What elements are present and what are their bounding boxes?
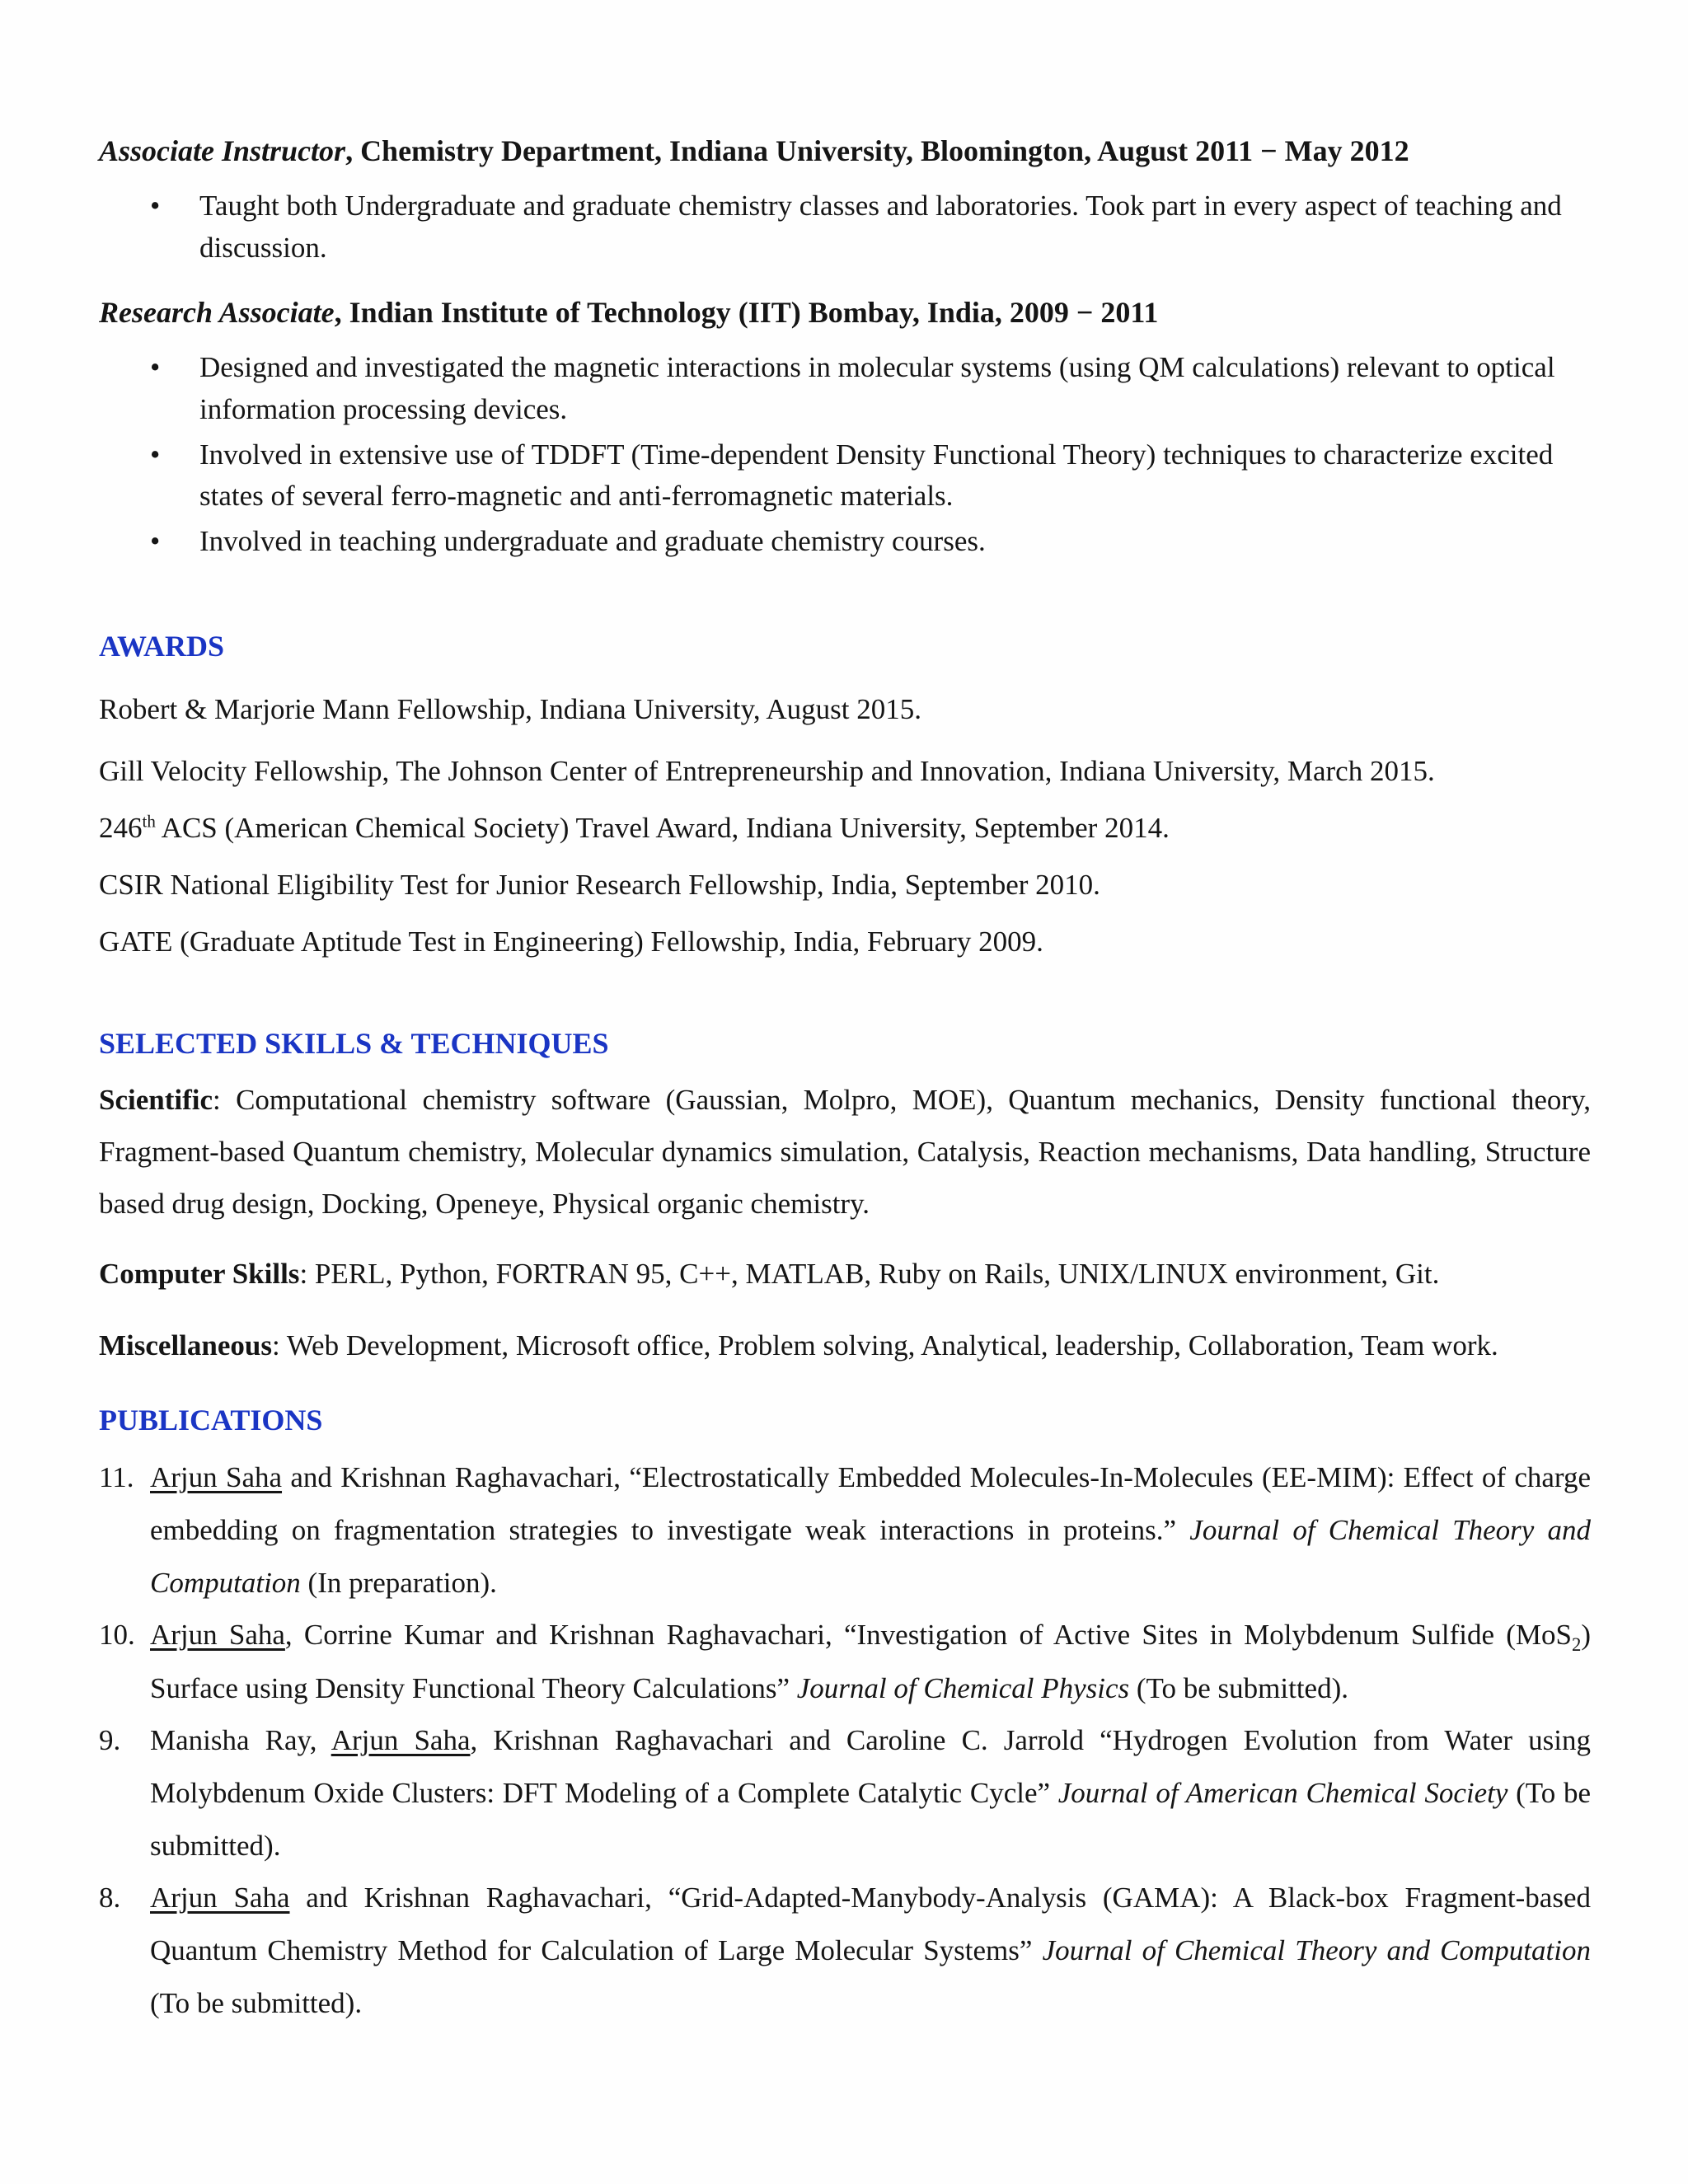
skill-text: : Web Development, Microsoft office, Problem solving, Analytical, leadership, Collaboration, Team work. — [271, 1329, 1498, 1362]
publication-number: 8. — [99, 1882, 121, 1915]
job-bullets — [99, 347, 1591, 563]
publication-author: Arjun Saha — [150, 1882, 290, 1915]
publication-journal: Journal of Chemical Physics — [796, 1671, 1130, 1704]
publication-text: and Krishnan Raghavachari, “Grid-Adapted-Manybody-Analysis (GAMA): A Black-box Fragment-based Quantum Chemistry Method for Calculation of Large Molecular Systems” — [150, 1882, 1591, 1967]
skill-text: : Computational chemistry software (Gaussian, Molpro, MOE), Quantum mechanics, Density functional theory, Fragment-based Quantum chemistry, Molecular dynamics simulation, Catalysis, Reaction mechanisms, Data handling, Structure based drug design, Docking, Openeye, Physical organic chemistry. — [99, 1084, 1591, 1221]
publication-journal: Journal of American Chemical Society — [1057, 1777, 1508, 1810]
award-item — [99, 808, 1591, 848]
job-role: Associate Instructor — [99, 134, 346, 167]
publication-text: Manisha Ray, — [150, 1724, 331, 1757]
publication-text: , Krishnan Raghavachari and Caroline C. Jarrold “Hydrogen Evolution from Water using Molybdenum Oxide Clusters: DFT Modeling of a Complete Catalytic Cycle” — [150, 1724, 1591, 1810]
skill-label: Miscellaneous — [99, 1329, 272, 1362]
publication-subscript: 2 — [1571, 1634, 1582, 1656]
skill-label: Computer Skills — [99, 1258, 300, 1291]
skill-text: : PERL, Python, FORTRAN 95, C++, MATLAB, Ruby on Rails, UNIX/LINUX environment, Git. — [299, 1258, 1440, 1291]
publication-item — [99, 1451, 1591, 1609]
job-title-associate-instructor — [99, 132, 1591, 171]
publication-item — [99, 1872, 1591, 2029]
job-role: Research Associate — [99, 296, 335, 330]
bullet-item: • Taught both Undergraduate and graduate chemistry classes and laboratories. Took part in every aspect of teaching and discussion. — [99, 185, 1591, 269]
award-item: Robert & Marjorie Mann Fellowship, Indiana University, August 2015. — [99, 692, 922, 725]
publication-author: Arjun Saha — [150, 1619, 285, 1652]
bullet-item: • Involved in extensive use of TDDFT (Time-dependent Density Functional Theory) techniques to characterize excited states of several ferro-magnetic and anti-ferromagnetic materials. — [99, 434, 1591, 518]
award-item: Gill Velocity Fellowship, The Johnson Center of Entrepreneurship and Innovation, Indiana University, March 2015. — [99, 754, 1435, 787]
skill-computer — [99, 1248, 1591, 1300]
publication-text: and Krishnan Raghavachari, “Electrostatically Embedded Molecules-In-Molecules (EE-MIM): Effect of charge embedding on fragmentation strategies to investigate weak interactions in proteins.” — [150, 1461, 1591, 1546]
page-content — [99, 132, 1591, 2030]
publication-number: 11. — [99, 1461, 134, 1494]
publication-journal: Journal of Chemical Theory and Computation — [1042, 1934, 1591, 1967]
section-heading-awards: AWARDS — [99, 629, 225, 663]
publication-number: 10. — [99, 1619, 135, 1652]
publication-list — [99, 1451, 1591, 2029]
publication-number: 9. — [99, 1724, 121, 1757]
publication-text: , Corrine Kumar and Krishnan Raghavachari, “Investigation of Active Sites in Molybdenum Sulfide (MoS — [284, 1619, 1572, 1652]
publication-author: Arjun Saha — [331, 1724, 471, 1757]
publication-status: (To be submitted). — [150, 1986, 363, 2019]
award-text: ACS (American Chemical Society) Travel Award, Indiana University, September 2014. — [155, 811, 1170, 844]
section-heading-skills: SELECTED SKILLS & TECHNIQUES — [99, 1026, 609, 1060]
bullet-item: • Involved in teaching undergraduate and graduate chemistry courses. — [99, 521, 1591, 563]
publication-item — [99, 1609, 1591, 1714]
publication-status: (In preparation). — [300, 1566, 497, 1599]
job-bullets — [99, 185, 1591, 269]
publication-status: (To be submitted). — [150, 1777, 1591, 1862]
bullet-item: • Designed and investigated the magnetic interactions in molecular systems (using QM calculations) relevant to optical information processing devices. — [99, 347, 1591, 431]
skill-label: Scientific — [99, 1084, 213, 1117]
award-item: GATE (Graduate Aptitude Test in Engineering) Fellowship, India, February 2009. — [99, 925, 1043, 958]
publication-status: (To be submitted). — [1129, 1671, 1348, 1704]
skill-misc — [99, 1319, 1591, 1371]
award-item: CSIR National Eligibility Test for Junior Research Fellowship, India, September 2010. — [99, 868, 1100, 901]
award-number: 246 — [99, 811, 143, 844]
publication-journal: Journal of Chemical Theory and Computation — [150, 1513, 1591, 1599]
publication-author: Arjun Saha — [150, 1461, 283, 1494]
section-heading-publications: PUBLICATIONS — [99, 1404, 323, 1437]
job-details: , Indian Institute of Technology (IIT) Bombay, India, 2009 − 2011 — [334, 296, 1159, 330]
job-title-research-associate — [99, 293, 1591, 332]
publication-item — [99, 1714, 1591, 1872]
skill-scientific — [99, 1074, 1591, 1230]
publication-text: ) Surface using Density Functional Theory Calculations” — [150, 1619, 1591, 1704]
job-details: , Chemistry Department, Indiana University, Bloomington, August 2011 − May 2012 — [345, 134, 1409, 167]
award-ordinal: th — [142, 810, 156, 831]
